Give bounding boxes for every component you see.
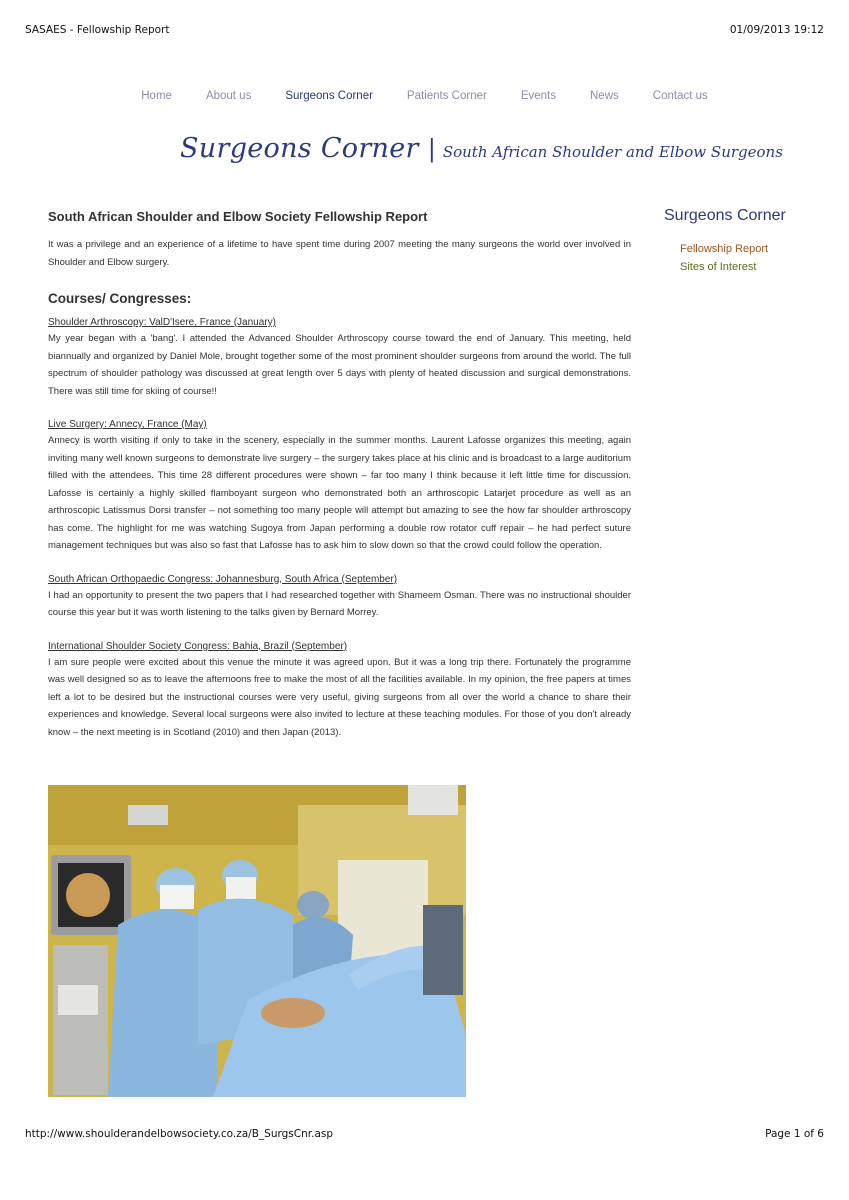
nav-surgeons-corner[interactable]: Surgeons Corner xyxy=(285,90,373,102)
nav-home[interactable]: Home xyxy=(141,90,172,102)
section-body: I had an opportunity to present the two papers that I had researched together with Shameem Osman. There was no instructional shoulder course this year but it was worth listening to the talks given by Bernard Morrey. xyxy=(48,589,631,618)
section-heading: South African Orthopaedic Congress: Johannesburg, South Africa (September) xyxy=(48,573,398,585)
nav-news[interactable]: News xyxy=(590,90,619,102)
nav-patients-corner[interactable]: Patients Corner xyxy=(406,90,487,102)
nav-contact-us[interactable]: Contact us xyxy=(652,90,708,102)
top-navigation xyxy=(0,90,849,102)
print-footer xyxy=(25,1128,824,1140)
section-heading: Shoulder Arthroscopy: ValD'Isere, France (January) xyxy=(48,317,276,328)
section-annecy xyxy=(48,417,631,555)
nav-events[interactable]: Events xyxy=(520,90,556,102)
section-heading: International Shoulder Society Congress: Bahia, Brazil (September) xyxy=(48,640,348,652)
section-johannesburg xyxy=(48,572,631,622)
banner-title: Surgeons Corner xyxy=(180,133,419,164)
article-title: South African Shoulder and Elbow Society Fellowship Report xyxy=(48,209,428,224)
article-content xyxy=(48,209,631,758)
print-header xyxy=(25,24,824,36)
banner-subtitle: South African Shoulder and Elbow Surgeons xyxy=(442,143,783,161)
section-heading: Live Surgery: Annecy, France (May) xyxy=(48,419,207,430)
sidebar xyxy=(664,207,834,279)
print-datetime: 01/09/2013 19:12 xyxy=(729,24,824,36)
nav-about-us[interactable]: About us xyxy=(205,90,252,102)
article-intro: It was a privilege and an experience of a lifetime to have spent time during 2007 meeting the many surgeons the world over involved in Shoulder and Elbow surgery. xyxy=(48,239,631,268)
print-page-title: SASAES - Fellowship Report xyxy=(25,24,170,36)
section-body: I am sure people were excited about this venue the minute it was agreed upon. But it was a long trip there. Fortunately the programme was well designed so as to leave the afternoons free to make the most of all the facilities available. In my opinion, the free papers at times left a lot to be desired but the instructional courses were very useful, giving surgeons from all over the world a chance to share their experiences and knowledge. Several local surgeons were also invited to lecture at these teaching modules. For those of you don't already know – the next meeting is in Scotland (2010) and then Japan (2013). xyxy=(48,656,631,738)
courses-heading: Courses/ Congresses: xyxy=(48,291,192,306)
section-valdisere xyxy=(48,315,631,400)
sidebar-link-fellowship-report[interactable]: Fellowship Report xyxy=(680,243,769,255)
print-url: http://www.shoulderandelbowsociety.co.za/B_SurgsCnr.asp xyxy=(25,1128,334,1140)
print-page-number: Page 1 of 6 xyxy=(765,1128,824,1140)
page-banner xyxy=(180,133,783,164)
section-body: Annecy is worth visiting if only to take in the scenery, especially in the summer months. Laurent Lafosse organizes this meeting, again inviting many well known surgeons to demonstrate live surgery – the surgery takes place at his clinic and is broadcast to a large auditorium filled with the attendees. This time 28 different procedures were shown – far too many I think because it left little time for discussion. Lafosse is certainly a highly skilled flamboyant surgeon who demonstrated both an arthroscopic Latarjet procedure as well as an arthroscopic Latissmus Dorsi transfer – not something too many people will attempt but amazing to see the how far shoulder arthroscopy has come. The highlight for me was watching Sugoya from Japan performing a double row rotator cuff repair – he had perfect suture management techniques but was also so fast that Lafosse has to ask him to slow down so that the crowd could follow the operation. xyxy=(48,435,631,551)
operating-room-photo xyxy=(48,785,466,1097)
section-body: My year began with a 'bang'. I attended the Advanced Shoulder Arthroscopy course toward the end of January. This meeting, held biannually and organized by Daniel Mole, brought together some of the most prominent shoulder surgeons from around the world. The full spectrum of shoulder pathology was discussed at great length over 5 days with plenty of heated discussion and surgical demonstrations. There was still time for skiing of course!! xyxy=(48,333,631,397)
sidebar-link-sites-of-interest[interactable]: Sites of Interest xyxy=(680,261,757,273)
section-bahia xyxy=(48,639,631,742)
sidebar-title: Surgeons Corner xyxy=(664,207,786,224)
banner-separator: | xyxy=(427,135,436,163)
